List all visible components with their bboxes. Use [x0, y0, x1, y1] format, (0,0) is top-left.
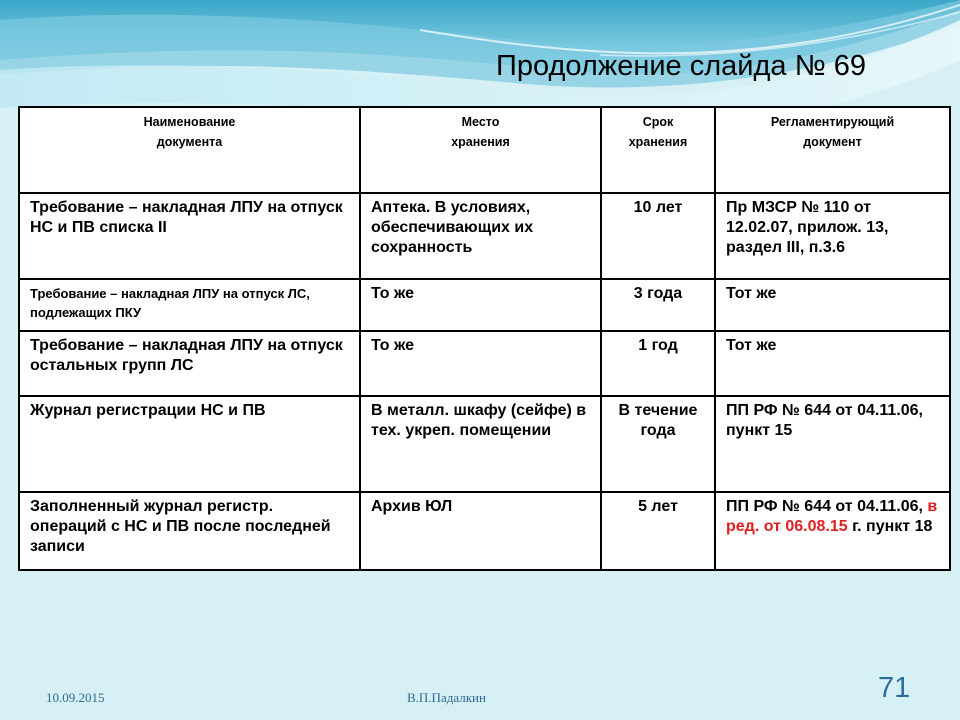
cell-document-name: Требование – накладная ЛПУ на отпуск ЛС, подлежащих ПКУ — [19, 279, 360, 331]
cell-storage-term: 3 года — [601, 279, 715, 331]
header-storage-place — [360, 107, 601, 193]
regulation-text: г. пункт 18 — [847, 518, 933, 535]
regulation-text: ПП РФ № 644 от 04.11.06, — [726, 498, 928, 515]
header-text: Срок — [642, 115, 674, 129]
table-row — [19, 492, 950, 570]
cell-storage-term: 10 лет — [601, 193, 715, 279]
header-regulation — [715, 107, 950, 193]
table-row — [19, 279, 950, 331]
header-text: хранения — [451, 135, 510, 149]
cell-document-name: Журнал регистрации НС и ПВ — [19, 396, 360, 492]
table-row — [19, 331, 950, 396]
slide-title: Продолжение слайда № 69 — [496, 50, 867, 82]
header-text: Регламентирующий — [770, 115, 895, 129]
cell-storage-term: 1 год — [601, 331, 715, 396]
cell-storage-term: 5 лет — [601, 492, 715, 570]
cell-document-name: Заполненный журнал регистр. операций с НС и ПВ после последней записи — [19, 492, 360, 570]
header-text: документа — [156, 135, 223, 149]
cell-regulation: ПП РФ № 644 от 04.11.06, пункт 15 — [715, 396, 950, 492]
header-text: Наименование — [143, 115, 236, 129]
cell-regulation: Тот же — [715, 279, 950, 331]
cell-storage-place: В металл. шкафу (сейфе) в тех. укреп. помещении — [360, 396, 601, 492]
cell-storage-place: Архив ЮЛ — [360, 492, 601, 570]
regulation-edition-highlight: в ред. от 06.08.15 — [726, 498, 938, 535]
cell-document-name: Требование – накладная ЛПУ на отпуск остальных групп ЛС — [19, 331, 360, 396]
page-number: 71 — [878, 672, 911, 704]
cell-storage-term: В течение года — [601, 396, 715, 492]
cell-regulation: Тот же — [715, 331, 950, 396]
header-text: хранения — [628, 135, 688, 149]
cell-storage-place: То же — [360, 279, 601, 331]
table-header-row — [19, 107, 950, 193]
cell-storage-place: То же — [360, 331, 601, 396]
cell-regulation — [715, 492, 950, 570]
header-storage-term — [601, 107, 715, 193]
header-text: документ — [803, 135, 862, 149]
table-row — [19, 396, 950, 492]
table-row — [19, 193, 950, 279]
footer-author: В.П.Падалкин — [407, 690, 486, 705]
header-text: Место — [461, 115, 500, 129]
header-document-name — [19, 107, 360, 193]
footer-date: 10.09.2015 — [46, 690, 105, 705]
documents-table — [18, 106, 951, 571]
cell-storage-place: Аптека. В условиях, обеспечивающих их сохранность — [360, 193, 601, 279]
cell-document-name: Требование – накладная ЛПУ на отпуск НС и ПВ списка II — [19, 193, 360, 279]
cell-regulation: Пр МЗСР № 110 от 12.02.07, прилож. 13, раздел III, п.3.6 — [715, 193, 950, 279]
